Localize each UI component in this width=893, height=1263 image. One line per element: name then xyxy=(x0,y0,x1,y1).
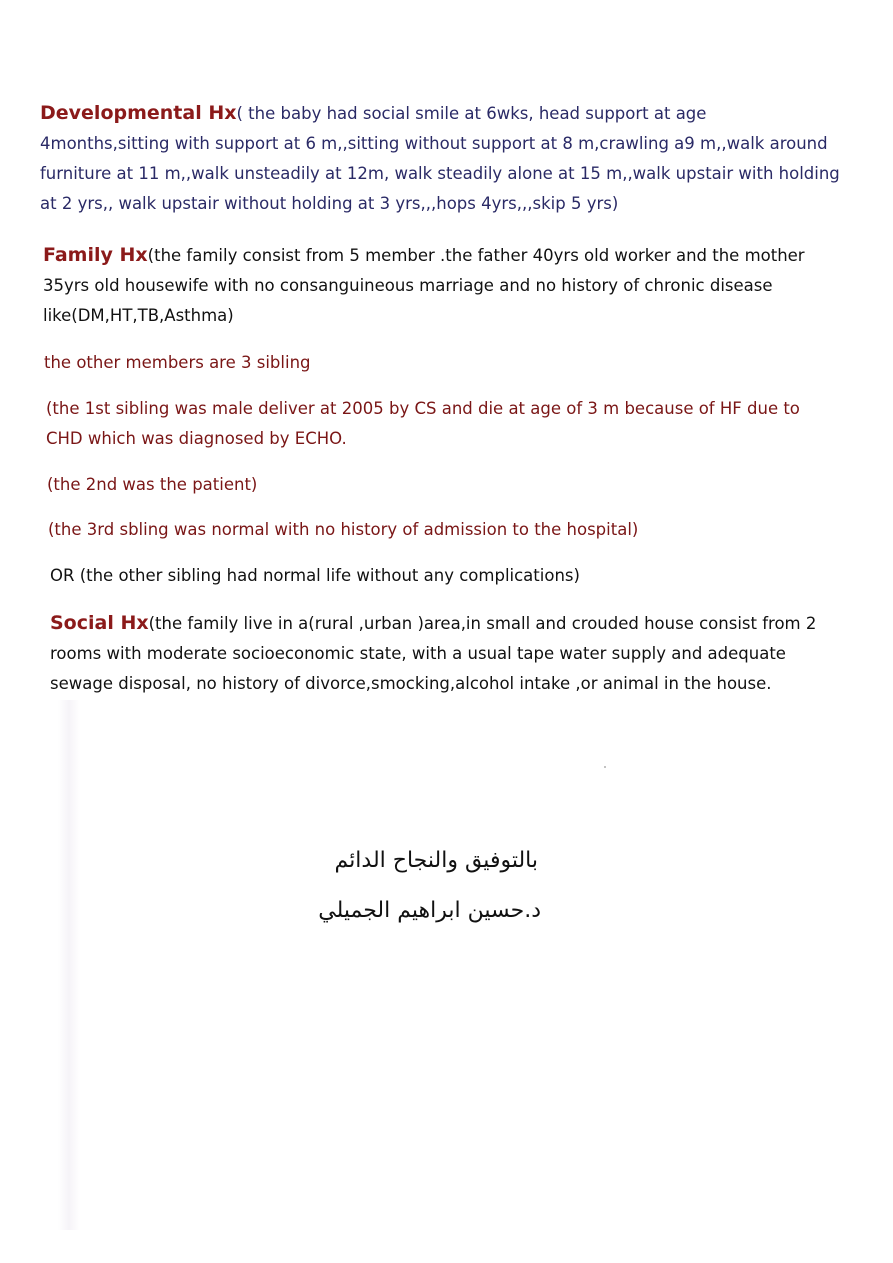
scan-speck xyxy=(604,766,606,768)
other-members-line: the other members are 3 sibling xyxy=(44,353,311,372)
author-signature: د.حسين ابراهيم الجميلي xyxy=(318,898,541,923)
social-history-heading: Social Hx xyxy=(50,612,149,634)
social-history-paragraph xyxy=(50,608,830,699)
family-history-paragraph xyxy=(43,240,833,331)
developmental-history-heading: Developmental Hx xyxy=(40,102,237,124)
second-sibling-note: (the 2nd was the patient) xyxy=(47,475,258,494)
scan-shadow xyxy=(58,700,80,1230)
family-history-heading: Family Hx xyxy=(43,244,148,266)
developmental-history-paragraph xyxy=(40,98,840,219)
closing-wish: بالتوفيق والنجاح الدائم xyxy=(334,848,538,873)
or-sibling-note: OR (the other sibling had normal life without any complications) xyxy=(50,566,580,585)
social-history-text: (the family live in a(rural ,urban )area,in small and crouded house consist from 2 rooms with moderate socioeconomic state, with a usual tape water supply and adequate sewage disposal, no history of divorce,smocking,alcohol intake ,or animal in the house. xyxy=(50,614,817,693)
third-sibling-note: (the 3rd sbling was normal with no history of admission to the hospital) xyxy=(48,520,639,539)
developmental-history-text: ( the baby had social smile at 6wks, head support at age 4months,sitting with support at 6 m,,sitting without support at 8 m,crawling a9 m,,walk around furniture at 11 m,,walk unsteadily at 12m, walk steadily alone at 15 m,,walk upstair with holding at 2 yrs,, walk upstair without holding at 3 yrs,,,hops 4yrs,,,skip 5 yrs) xyxy=(40,104,840,213)
family-history-text: (the family consist from 5 member .the father 40yrs old worker and the mother 35yrs old housewife with no consanguineous marriage and no history of chronic disease like(DM,HT,TB,Asthma) xyxy=(43,246,805,325)
first-sibling-note: (the 1st sibling was male deliver at 2005 by CS and die at age of 3 m because of HF due to CHD which was diagnosed by ECHO. xyxy=(46,399,800,448)
